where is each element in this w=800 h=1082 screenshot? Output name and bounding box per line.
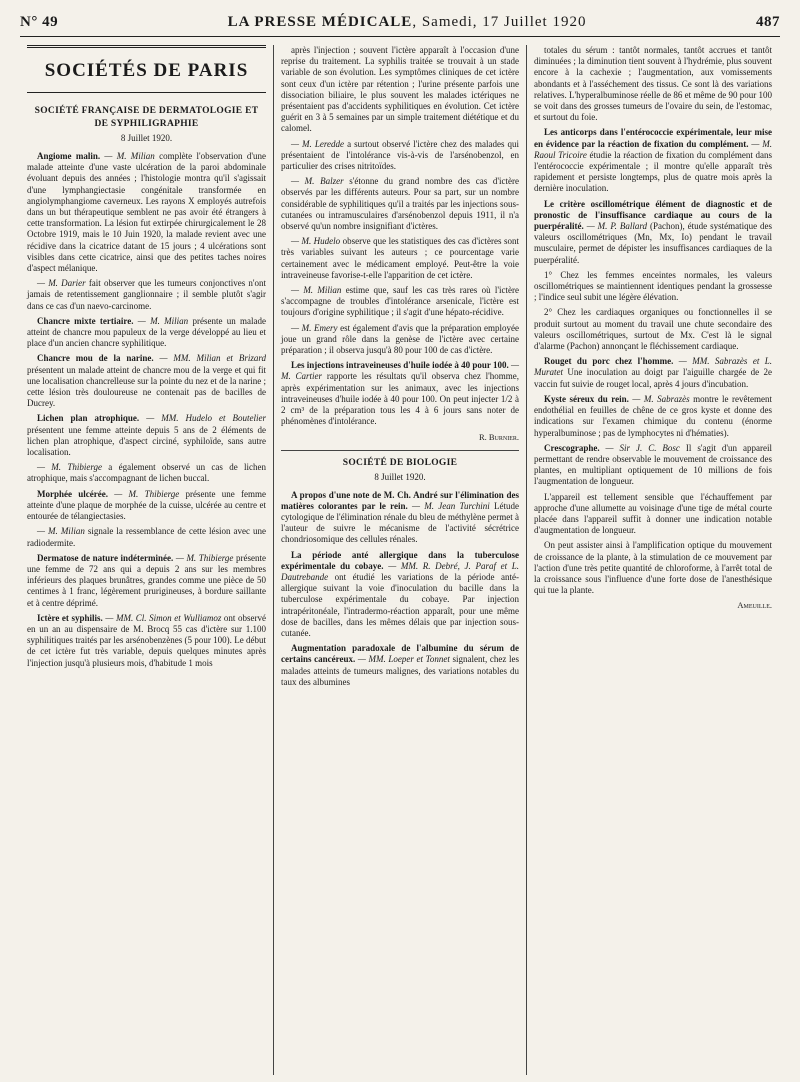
article-paragraph [534,356,772,390]
article-paragraph [281,285,519,319]
article-text: ont observé en un an au dispensaire de M. Brocq 55 cas d'ictère sur 1.100 syphilitiques traités par les arsénobenzènes (5 pour 100). Le début de cet ictère fut très variable, depuis quelques minutes après l'injection jusqu'à plusieurs mois, d'habitude 1 mois [27,612,267,668]
issue-number: N° 49 [20,14,59,30]
article-author: — MM. Milian et Brizard [159,353,266,364]
article-heading: Les injections intraveineuses d'huile iodée à 40 pour 100. [291,360,509,371]
article-paragraph [534,540,772,596]
article-text: présente une femme de 72 ans qui a depuis 2 ans sur les membres inférieurs des plaques brunâtres, grandes comme une pièce de 50 centimes à 1 franc, légèrement prurigineuses, à bordure saillante et à centre déprimé. [27,552,266,608]
article-paragraph [281,139,519,173]
society-title: SOCIÉTÉ FRANÇAISE DE DERMATOLOGIE ET DE SYPHILIGRAPHIE [34,106,259,129]
article-paragraph [281,643,519,688]
page-number: 487 [755,14,780,30]
article-author: — M. Thibierge [114,488,180,499]
article-text: montre le revêtement endothélial en feuilles de chêne de ce gros kyste et donne des indications sur l'examen chimique du contenu (énorme hyperalbuminose ; pas de lymphocytes ni d'hématies). [534,393,772,438]
article-heading: Les anticorps dans l'entérococcie expérimentale, leur mise en évidence par la réaction de fixation du complément. [534,127,772,149]
article-heading: Augmentation paradoxale de l'albumine du sérum de certains cancéreux. [281,643,519,665]
article-paragraph [27,353,266,409]
article-paragraph [27,413,266,458]
article-text: est également d'avis que la préparation employée joue un grand rôle dans la genèse de l'ictère avec certaine préparation ; il observa jusqu'à 80 pour 100 de cas d'ictère. [281,322,519,356]
column-3-items [534,45,772,596]
article-paragraph [281,323,519,357]
article-text: complète l'observation d'une malade atteinte d'une vaste ulcération de la paroi abdominale évoluant depuis des années ; l'histologie montra qu'il s'agissait d'une lymphangiectasie congénitale transformée en angiolymphangiome caverneux. Les rayons X employés autrefois dans un but thérapeutique semblent ne pas avoir été étrangers à cette transformation. La lésion fut extirpée chirurgicalement le 28 Octobre 1919, mais le 10 Juin 1920, la malade revient avec une récidive dans la cicatrice datant de 15 jours ; 4 ulcérations sont visibles dans cette cicatrice, ainsi que des petites taches noires d'aspect mélanique. [27,151,267,274]
column-2-items [281,45,519,428]
article-paragraph [534,394,772,439]
article-text: Il s'agit d'un appareil permettant de rendre observable le mouvement de croissance des plantes, en multipliant optiquement de 10 millions de fois l'augmentation de longueur. [534,442,772,487]
article-paragraph [27,489,266,523]
column-1 [20,45,273,1075]
section-divider [281,450,519,451]
article-author: — MM. Hudelo et Boutelier [146,413,266,424]
article-paragraph [27,316,266,350]
article-author: — Sir J. C. Bosc [605,442,680,453]
session-date: 8 Juillet 1920. [374,471,426,482]
article-author: — M. Darier [37,278,86,289]
article-paragraph [27,613,266,669]
article-paragraph [281,550,519,640]
article-paragraph [534,199,772,266]
article-paragraph [534,127,772,194]
session-date: 8 Juillet 1920. [120,133,173,143]
article-text: estime que, sauf les cas très rares où l'ictère s'accompagne de troubles d'intolérance arsenicale, l'ictère est toujours d'origine syphilitique ; il s'agit d'une hépato-récidive. [281,285,519,318]
article-text: 1° Chez les femmes enceintes normales, les valeurs oscillométriques se maintiennent identiques pendant la grossesse ; l'indice seul subit une légère élévation. [534,269,772,303]
article-heading: Ictère et syphilis. [37,612,103,623]
article-author: — M. Balzer [291,176,344,187]
article-author: — M. Milian [104,151,155,161]
article-paragraph [534,307,772,352]
article-text: Une inoculation au doigt par l'aiguille chargée de 2e vaccin fut suivie de rouget local, après 4 jours d'incubation. [534,367,773,389]
article-heading: Kyste séreux du rein. [544,393,629,404]
article-paragraph [534,45,772,123]
society-title: SOCIÉTÉ DE BIOLOGIE [342,457,458,468]
report-signature: Ameuille. [737,600,772,611]
article-heading: La période anté allergique dans la tuberculose expérimentale du cobaye. [281,549,519,571]
article-paragraph [281,236,519,281]
article-author: — M. Milian [37,526,85,537]
masthead [20,14,780,37]
article-text: Létude cytologique de l'élimination rénale du bleu de méthylène permet à l'auteur de suivre le mécanisme de l'activité sécrétrice chondriosomique des cellules rénales. [281,500,519,545]
article-author: — M. Leredde [291,138,345,149]
article-paragraph [27,526,266,548]
article-text: 2° Chez les cardiaques organiques ou fonctionnelles il se produit surtout au moment du travail une chute secondaire des valeurs oscillométriques, surtout de Mx. C'est là le signal d'alarme (Pachon) annonçant le fléchissement cardiaque. [534,307,772,352]
article-paragraph [534,270,772,304]
article-text: On peut assister ainsi à l'amplification optique du mouvement de croissance de la plante, à la stimulation de ce mouvement par l'action d'une très petite quantité de chloroforme, à l'arrêt total de la croissance sous l'influence d'une forte dose de l'anesthésique qui tue la plante. [534,540,772,596]
article-author: — M. Hudelo [291,236,341,247]
article-author: — M. Milian [137,315,189,326]
biology-items [281,490,519,688]
article-paragraph [281,360,519,427]
article-author: — MM. Loeper et Tonnet [357,654,450,665]
article-text: a surtout observé l'ictère chez des malades qui présentaient de l'intolérance vis-à-vis de l'arsénobenzol, en particulier des crises nitritoïdes. [281,138,519,172]
article-paragraph [281,45,519,135]
article-author: — M. Raoul Tricoire [534,138,773,160]
article-heading: Angiome malin. [37,151,101,161]
article-text: étudie la réaction de fixation du complément dans l'entérococcie expérimentale ; il montre qu'elle apparaît très rapidement et persiste longtemps, plus de quatre mois après la dernière inoculation. [534,149,772,194]
article-heading: A propos d'une note de M. Ch. André sur l'élimination des matières colorantes par le rein. [281,489,519,511]
article-author: — M. Jean Turchini [412,500,490,511]
article-text: rapporte les résultats qu'il observa chez l'homme, après expérimentation sur les animaux, avec les injections intraveineuses d'huile iodée à 40 pour 100. On peut injecter 1/2 à 2 cm³ de la préparation tous les 4 à 6 jours sans noter de phénomènes d'intolérance. [281,371,520,427]
article-text: s'étonne du grand nombre des cas d'ictère observés par les différents auteurs. Pour sa part, sur un nombre considérable de syphilitiques qu'il a traités par les injections sous-cutanées ou intramusculaires d'arsénobenzol depuis 1911, il n'a observé qu'un nombre insignifiant d'ictères. [281,176,519,232]
section-title: SOCIÉTÉS DE PARIS [27,45,266,93]
article-paragraph [27,151,266,274]
article-author: — M. Thibierge [175,552,234,563]
article-paragraph [281,176,519,232]
article-text: observe que les statistiques des cas d'ictères sont très variables suivant les auteurs ; ce pourcentage varie certainement avec le médicament employé. Peut-être la voie intraveineuse favorise-t-elle l'apparition de cet ictère. [281,236,520,280]
article-text: signalent, chez les malades atteints de tumeurs malignes, des variations notables du taux des albumines [281,654,520,687]
article-text: L'appareil est tellement sensible que l'échauffement par approche d'une allumette au voisinage d'une tige de métal courte placée dans l'appareil suffit à donner une indication notable d'augmentation de longueur. [534,491,772,536]
article-text: fait observer que les tumeurs conjonctives n'ont jamais de retentissement ganglionnaire ; il semble plutôt s'agir dans ce cas d'un naevo-carcinome. [27,278,267,311]
article-author: — M. Thibierge [37,462,102,473]
article-text: a également observé un cas de lichen atrophique, mais s'accompagnant de lichen buccal. [27,462,266,484]
article-text: totales du sérum : tantôt normales, tantôt accrues et tantôt diminuées ; la diminution tient souvent à l'hydrémie, plus souvent encore à la cachexie ; l'augmentation, aux vomissements abondants et à l'asséchement des tissus. Ce sont là des variations relatives. L'hyperalbuminose réelle de 86 et même de 90 pour 100 se voit dans des grosses tumeurs de l'ovaire du sein, de l'estomac, et surtout du foie. [534,45,772,123]
article-paragraph [534,443,772,488]
columns [20,45,780,1075]
article-author: — MM. Cl. Simon et Wulliamoz [105,612,222,623]
article-author: — M. Sabrazès [632,393,690,404]
article-heading: Rouget du porc chez l'homme. [544,356,674,367]
article-heading: Crescographe. [544,442,600,453]
article-author: — M. Milian [291,285,342,296]
article-heading: Dermatose de nature indéterminée. [37,552,174,563]
article-paragraph [27,278,266,312]
report-signature: R. Burnier. [478,431,519,442]
article-paragraph [534,492,772,537]
article-author: — M. Cartier [281,360,519,382]
article-heading: Lichen plan atrophique. [37,413,140,424]
article-text: après l'injection ; souvent l'ictère apparaît à l'occasion d'une reprise du traitement. La syphilis traitée se trouvait à un stade variable de son évolution. Les symptômes cliniques de cet ictère sont ceux d'un ictère par rétention ; l'urine présente parfois une dissociation biliaire, le plus souvent les malades ictériques ne présentaient pas d'accidents syphilitiques en évolution. Cet ictère guérit en 3 à 5 semaines par un simple traitement diététique et du calomel. [281,45,519,134]
article-text: présente un malade atteint de chancre mou papuleux de la verge développé au lieu et place d'un ancien chancre syphilitique. [27,315,267,349]
journal-name: LA PRESSE MÉDICALE [227,14,413,30]
article-author: — M. P. Ballard [586,221,648,232]
article-paragraph [27,462,266,484]
article-heading: Chancre mou de la narine. [37,353,154,364]
article-text: présente une femme atteinte d'une plaque de morphée de la cuisse, ulcérée au centre et entourée de télangiectasies. [27,488,267,522]
article-text: présentent un malade atteint de chancre mou de la verge et qui fit une localisation chancrelleuse sur la pointe du nez et de la narine ; cette lésion très douloureuse ne contenait pas de bacilles de Ducrey. [27,364,266,409]
article-text: (Pachon), étude systématique des valeurs oscillométriques (Mn, Mx, Io) pendant le travail musculaire, permet de dépister les insuffisances cardiaques de la puerpéralité. [534,221,773,265]
article-text: ont étudié les variations de la période anté-allergique suivant la voie d'inoculation du bacille dans la tuberculose expérimentale du cobaye. Par injection intrapéritonéale, l'intradermo-réaction apparaît, pour une même dose de bacilles, dans les mêmes délais que par injection sous-cutanée. [281,571,519,638]
article-text: présentent une femme atteinte depuis 5 ans de 2 éléments de lichen plan atrophique, d'aspect circiné, syphiloïde, sans autre localisation. [27,424,266,458]
article-heading: Le critère oscillométrique élément de diagnostic et de pronostic de l'insuffisance cardiaque au cours de la puerpéralité. [534,198,772,232]
article-heading: Morphée ulcérée. [37,488,108,499]
article-author: — M. Emery [291,322,338,333]
article-paragraph [281,490,519,546]
journal-header [228,14,587,31]
article-paragraph [27,553,266,609]
article-heading: Chancre mixte tertiaire. [37,315,134,326]
column-1-items [27,151,266,669]
article-author: — MM. Sabrazès et L. Muratet [534,356,773,378]
article-author: — MM. R. Debré, J. Paraf et L. Dautrebande [281,560,520,582]
column-2 [273,45,526,1075]
column-3 [526,45,779,1075]
issue-date: , Samedi, 17 Juillet 1920 [412,14,587,30]
article-text: signale la ressemblance de cette lésion avec une radiodermite. [27,526,267,548]
